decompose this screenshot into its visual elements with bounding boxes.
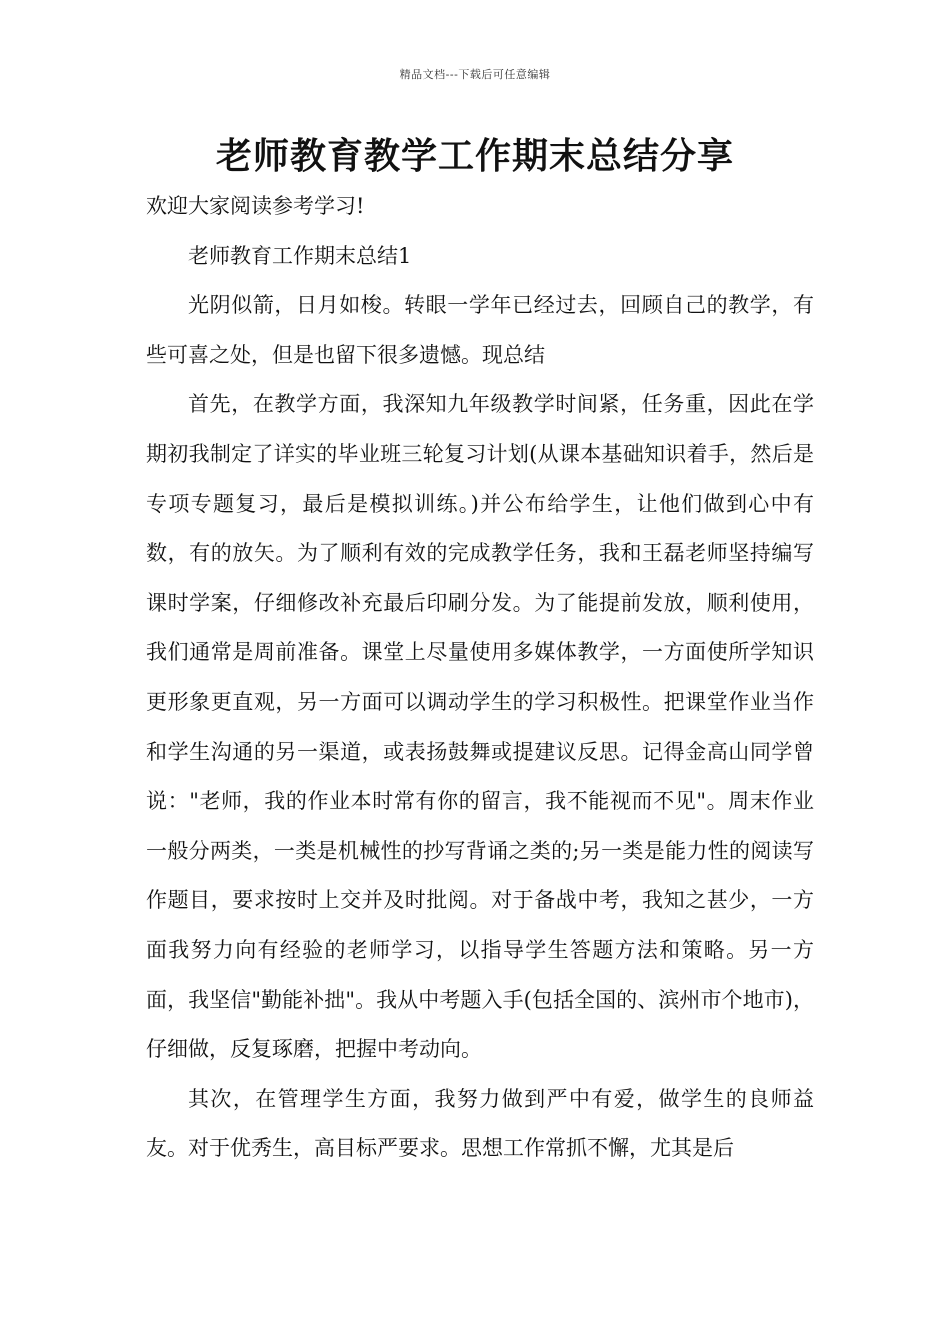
paragraph-teaching: 首先，在教学方面，我深知九年级教学时间紧，任务重，因此在学期初我制定了详实的毕业班三轮复习计划(从课本基础知识着手，然后是专项专题复习，最后是模拟训练。)并公布给学生，让他们做到心中有数，有的放矢。为了顺利有效的完成教学任务，我和王磊老师坚持编写课时学案，仔细修改补充最后印刷分发。为了能提前发放，顺利使用，我们通常是周前准备。课堂上尽量使用多媒体教学，一方面使所学知识更形象更直观，另一方面可以调动学生的学习积极性。把课堂作业当作和学生沟通的另一渠道，或表扬鼓舞或提建议反思。记得金高山同学曾说："老师，我的作业本时常有你的留言，我不能视而不见"。周末作业一般分两类，一类是机械性的抄写背诵之类的;另一类是能力性的阅读写作题目，要求按时上交并及时批阅。对于备战中考，我知之甚少，一方面我努力向有经验的老师学习，以指导学生答题方法和策略。另一方面，我坚信"勤能补拙"。我从中考题入手(包括全国的、滨州市个地市)，仔细做，反复琢磨，把握中考动向。 <box>146 392 814 1062</box>
header-note: 精品文档---下载后可任意编辑 <box>399 68 551 81</box>
paragraph-intro: 光阴似箭，日月如梭。转眼一学年已经过去，回顾自己的教学，有些可喜之处，但是也留下很多遗憾。现总结 <box>146 293 814 367</box>
paragraph-management: 其次，在管理学生方面，我努力做到严中有爱，做学生的良师益友。对于优秀生，高目标严要求。思想工作常抓不懈，尤其是后 <box>146 1086 814 1161</box>
document-title: 老师教育教学工作期末总结分享 <box>215 135 734 177</box>
section-heading: 老师教育工作期末总结1 <box>188 243 412 268</box>
document-body <box>146 182 814 1174</box>
greeting-line: 欢迎大家阅读参考学习! <box>146 194 365 218</box>
